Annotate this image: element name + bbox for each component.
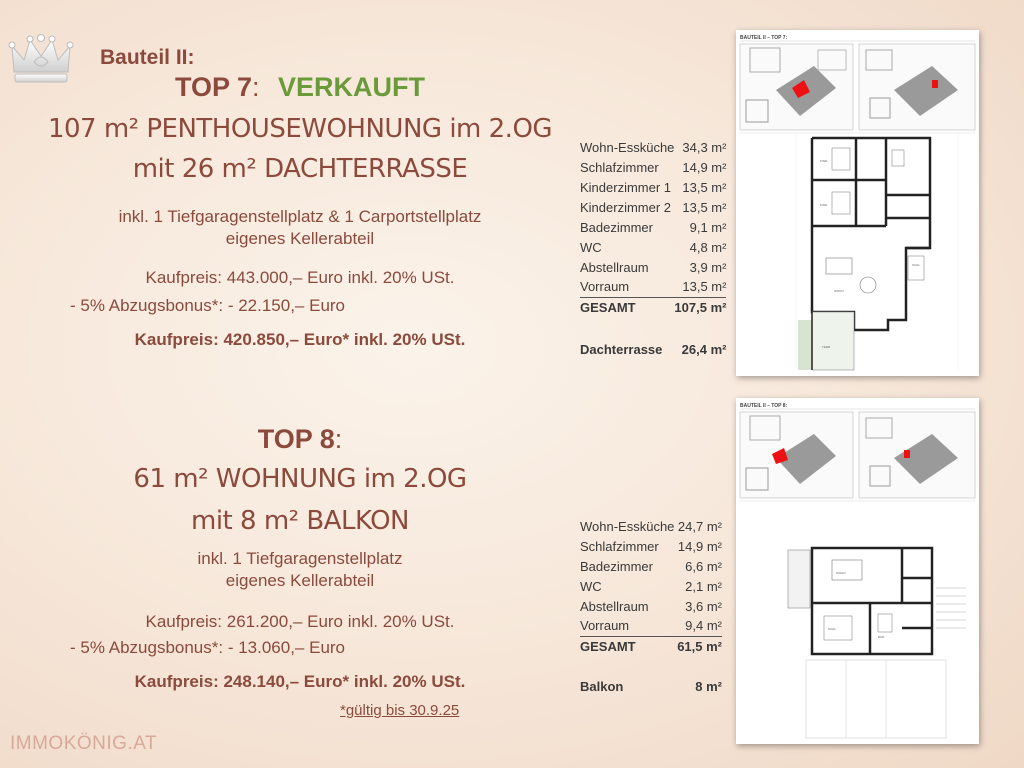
room-row bbox=[580, 556, 722, 576]
top8-total-row bbox=[580, 636, 722, 656]
top7-bonus: - 5% Abzugsbonus*: - 22.150,– Euro bbox=[70, 296, 346, 315]
svg-text:SCHL.: SCHL. bbox=[912, 263, 921, 267]
room-name: Schlafzimmer bbox=[580, 538, 659, 554]
top7-title-line2: mit 26 m² DACHTERRASSE bbox=[132, 154, 468, 184]
total-value: 107,5 m² bbox=[674, 297, 726, 317]
svg-text:WOHN: WOHN bbox=[836, 571, 846, 575]
site-logo-text: IMMOKÖNIG.AT bbox=[10, 733, 158, 754]
room-name: Kinderzimmer 2 bbox=[580, 199, 672, 215]
room-area: 13,5 m² bbox=[682, 199, 727, 215]
top8-plan-title: BAUTEIL II – TOP 8: bbox=[740, 403, 788, 409]
room-name: Badezimmer bbox=[580, 219, 653, 235]
room-area: 9,1 m² bbox=[689, 219, 727, 235]
room-row bbox=[580, 277, 726, 297]
room-area: 34,3 m² bbox=[682, 139, 727, 155]
top7-heading bbox=[40, 72, 560, 103]
room-name: WC bbox=[580, 239, 602, 255]
room-area: 3,9 m² bbox=[689, 259, 727, 275]
room-row bbox=[580, 197, 726, 217]
terrace-value: 26,4 m² bbox=[681, 341, 727, 357]
top7-final-price: Kaufpreis: 420.850,– Euro* inkl. 20% USt. bbox=[134, 330, 466, 349]
room-row bbox=[580, 157, 726, 177]
room-name: WC bbox=[580, 578, 602, 594]
svg-text:WOHN: WOHN bbox=[834, 289, 844, 293]
top8-title-line2: mit 8 m² BALKON bbox=[191, 506, 409, 536]
top8-balcony-row bbox=[580, 676, 722, 696]
room-area: 14,9 m² bbox=[677, 538, 722, 554]
top8-heading bbox=[40, 424, 560, 455]
top8-label: TOP 8 bbox=[257, 424, 335, 454]
top7-colon: : bbox=[252, 72, 260, 102]
top8-bonus: - 5% Abzugsbonus*: - 13.060,– Euro bbox=[70, 638, 346, 657]
room-name: Wohn-Essküche bbox=[580, 139, 675, 155]
room-row bbox=[580, 616, 722, 636]
top7-price: Kaufpreis: 443.000,– Euro inkl. 20% USt. bbox=[145, 268, 455, 287]
top8-included-parking: inkl. 1 Tiefgaragenstellplatz bbox=[197, 549, 403, 568]
top7-sold-status: VERKAUFT bbox=[278, 72, 425, 102]
room-row bbox=[580, 177, 726, 197]
svg-text:BAD: BAD bbox=[878, 635, 885, 639]
top8-colon: : bbox=[334, 424, 343, 454]
top7-title-line1: 107 m² PENTHOUSEWOHNUNG im 2.OG bbox=[47, 114, 553, 144]
room-name: Wohn-Essküche bbox=[580, 518, 675, 534]
top8-floor-plan bbox=[736, 398, 979, 744]
total-value: 61,5 m² bbox=[676, 636, 722, 656]
top7-plan-title: BAUTEIL II – TOP 7: bbox=[740, 35, 788, 41]
top8-title-line1: 61 m² WOHNUNG im 2.OG bbox=[133, 464, 467, 494]
svg-text:TERR.: TERR. bbox=[822, 345, 831, 349]
room-name: Abstellraum bbox=[580, 259, 649, 275]
top7-included-cellar: eigenes Kellerabteil bbox=[225, 229, 375, 248]
top7-plan-drawing bbox=[736, 30, 979, 376]
room-area: 9,4 m² bbox=[685, 618, 722, 634]
svg-text:KIND.: KIND. bbox=[820, 203, 829, 207]
svg-text:SCHL.: SCHL. bbox=[828, 627, 837, 631]
room-area: 3,6 m² bbox=[685, 598, 722, 614]
terrace-label: Dachterrasse bbox=[580, 341, 663, 357]
room-name: Badezimmer bbox=[580, 558, 653, 574]
top8-area-table bbox=[580, 516, 722, 696]
room-row bbox=[580, 576, 722, 596]
balcony-label: Balkon bbox=[580, 678, 624, 694]
top7-terrace-row bbox=[580, 339, 726, 359]
top7-label: TOP 7 bbox=[174, 72, 253, 102]
top8-plan-drawing bbox=[736, 398, 979, 744]
validity-note: *gültig bis 30.9.25 bbox=[340, 702, 460, 719]
room-area: 13,5 m² bbox=[682, 279, 727, 295]
room-row bbox=[580, 596, 722, 616]
room-area: 24,7 m² bbox=[677, 518, 722, 534]
top7-floor-plan bbox=[736, 30, 979, 376]
room-row bbox=[580, 237, 726, 257]
room-area: 13,5 m² bbox=[682, 179, 727, 195]
room-name: Kinderzimmer 1 bbox=[580, 179, 672, 195]
top7-included-parking: inkl. 1 Tiefgaragenstellplatz & 1 Carportstellplatz bbox=[118, 207, 482, 226]
room-row bbox=[580, 257, 726, 277]
room-name: Vorraum bbox=[580, 618, 630, 634]
top8-final-price: Kaufpreis: 248.140,– Euro* inkl. 20% USt. bbox=[134, 672, 466, 691]
top7-total-row bbox=[580, 297, 726, 317]
room-area: 4,8 m² bbox=[689, 239, 727, 255]
top8-included-cellar: eigenes Kellerabteil bbox=[225, 571, 375, 590]
top8-price: Kaufpreis: 261.200,– Euro inkl. 20% USt. bbox=[145, 612, 455, 631]
room-area: 2,1 m² bbox=[685, 578, 722, 594]
svg-text:KIND.: KIND. bbox=[820, 159, 829, 163]
room-row bbox=[580, 536, 722, 556]
total-label: GESAMT bbox=[580, 636, 676, 656]
balcony-value: 8 m² bbox=[695, 678, 722, 694]
room-row bbox=[580, 137, 726, 157]
room-name: Abstellraum bbox=[580, 598, 649, 614]
room-row bbox=[580, 516, 722, 536]
top7-area-table bbox=[580, 137, 726, 359]
total-label: GESAMT bbox=[580, 297, 674, 317]
room-area: 6,6 m² bbox=[685, 558, 722, 574]
room-name: Vorraum bbox=[580, 279, 630, 295]
room-row bbox=[580, 217, 726, 237]
room-area: 14,9 m² bbox=[682, 159, 727, 175]
bauteil-heading: Bauteil II: bbox=[100, 46, 195, 69]
room-name: Schlafzimmer bbox=[580, 159, 659, 175]
